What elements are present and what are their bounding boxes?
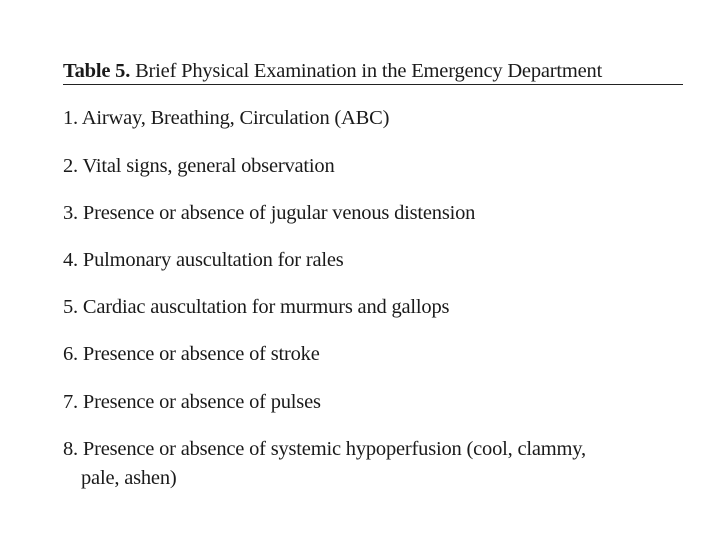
item-text: Presence or absence of systemic hypoperfusion (cool, clammy, [82, 438, 586, 460]
item-number: 7. [63, 391, 78, 413]
list-item [63, 435, 586, 493]
item-number: 3. [63, 202, 78, 224]
table-block [63, 58, 683, 489]
item-text: Airway, Breathing, Circulation (ABC) [81, 107, 390, 129]
item-number: 5. [63, 296, 78, 318]
list-item [63, 388, 321, 417]
item-number: 8. [63, 438, 78, 460]
table-label: Table 5. [63, 60, 131, 82]
item-number: 6. [63, 343, 78, 365]
list-item [63, 199, 475, 228]
list-item [63, 340, 320, 369]
table-title-text: Brief Physical Examination in the Emergency Department [135, 60, 603, 82]
item-text: Vital signs, general observation [82, 155, 335, 177]
item-text: Presence or absence of jugular venous distension [82, 202, 476, 224]
list-item [63, 104, 389, 133]
item-number: 1. [63, 107, 78, 129]
item-text: Pulmonary auscultation for rales [82, 249, 344, 271]
item-text: Presence or absence of stroke [82, 343, 320, 365]
list-item [63, 246, 344, 275]
table-title [63, 58, 683, 85]
list-item [63, 152, 335, 181]
item-text: Presence or absence of pulses [82, 391, 321, 413]
item-number: 4. [63, 249, 78, 271]
item-text: Cardiac auscultation for murmurs and gallops [82, 296, 450, 318]
list-item [63, 293, 449, 322]
item-number: 2. [63, 155, 78, 177]
item-text-continuation: pale, ashen) [81, 467, 177, 489]
